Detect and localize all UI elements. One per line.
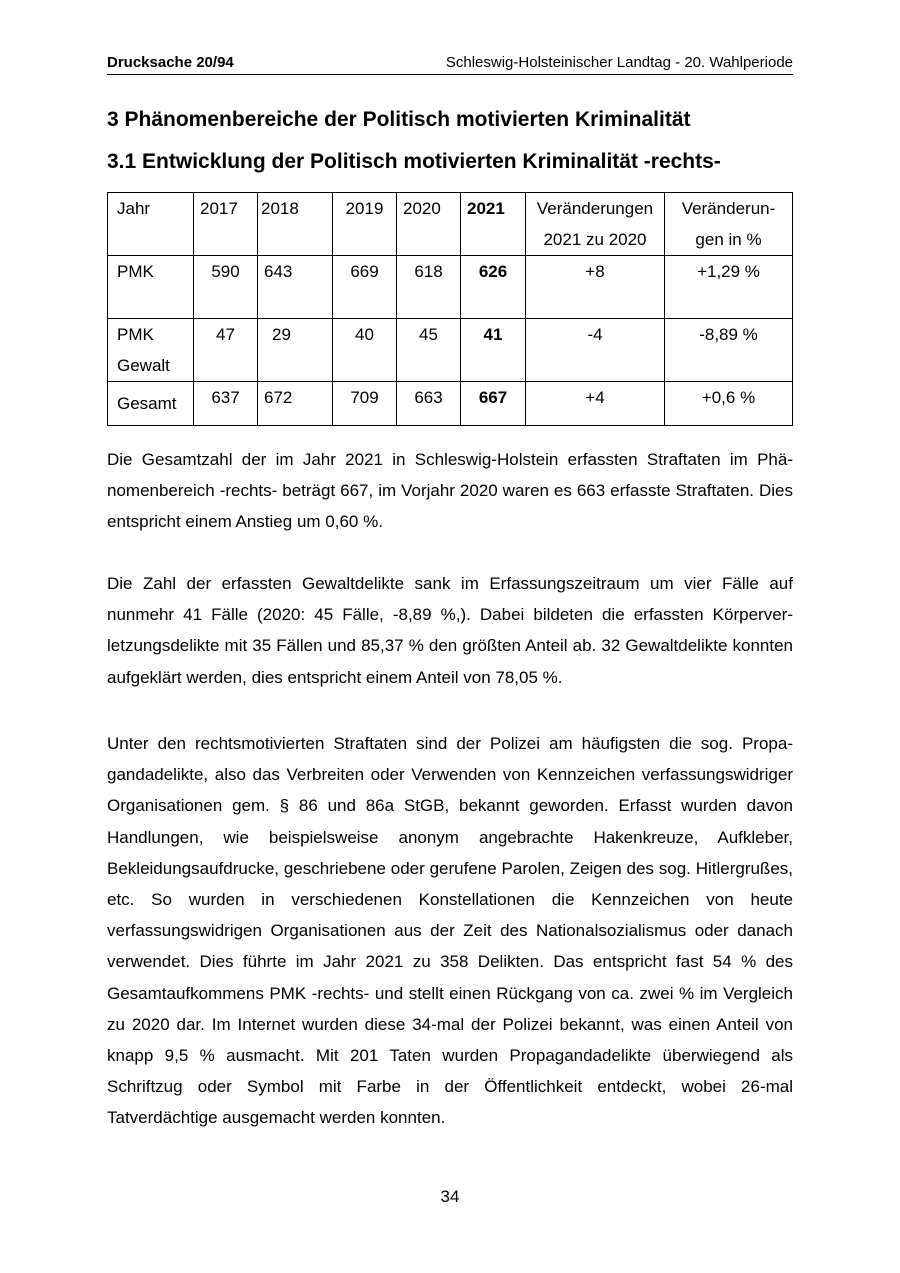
header-line: Veränderun- xyxy=(681,199,776,218)
table-cell: 40 xyxy=(333,319,397,382)
row-label-line: Gewalt xyxy=(117,356,170,375)
table-cell: -4 xyxy=(526,319,665,382)
page-header xyxy=(107,52,793,75)
table-cell: 47 xyxy=(194,319,258,382)
table-cell: 590 xyxy=(194,256,258,319)
header-cell xyxy=(526,193,665,256)
header-cell: 2017 xyxy=(194,193,258,256)
table-header-row xyxy=(108,193,793,256)
header-line: Veränderungen xyxy=(536,199,654,218)
row-label-line: PMK xyxy=(117,325,154,344)
row-label xyxy=(108,319,194,382)
table-cell: 669 xyxy=(333,256,397,319)
table-cell: 618 xyxy=(397,256,461,319)
table-cell: 29 xyxy=(258,319,333,382)
table-row xyxy=(108,319,793,382)
document-number: Drucksache 20/94 xyxy=(107,54,234,71)
header-line: 2021 zu 2020 xyxy=(543,230,647,249)
table-row xyxy=(108,256,793,319)
table-cell: 626 xyxy=(461,256,526,319)
paragraph-propaganda: Unter den rechtsmotivierten Straftaten sind der Polizei am häufigsten die sog. Propagandadelikte, also das Verbreiten oder Verwenden von Kennzeichen verfassungswidriger Organisationen gem. § 86 und 86a StGB, bekannt geworden. Erfasst wurden davon Handlungen, wie beispielsweise anonym angebrachte Hakenkreuze, Aufkleber, Bekleidungsaufdrucke, geschriebene oder gerufene Parolen, Zeigen des sog. Hitlergrußes, etc. So wurden in verschiedenen Konstellationen die Kennzeichen von heute verfassungswidrigen Organisationen aus der Zeit des Nationalsozialismus oder danach verwendet. Dies führte im Jahr 2021 zu 358 Delikten. Das entspricht fast 54 % des Gesamtaufkommens PMK -rechts- und stellt einen Rückgang von ca. zwei % im Vergleich zu 2020 dar. Im Internet wurden diese 34-mal der Polizei bekannt, was einen Anteil von knapp 9,5 % ausmacht. Mit 201 Taten wurden Propagandadelikte überwiegend als Schriftzug oder Symbol mit Farbe in der Öffentlichkeit entdeckt, wobei 26-mal Tatverdächtige ausgemacht werden konnten. xyxy=(107,734,793,1128)
table-cell: 637 xyxy=(194,382,258,426)
table-cell: 45 xyxy=(397,319,461,382)
table-cell: 41 xyxy=(461,319,526,382)
table-cell: 709 xyxy=(333,382,397,426)
section-heading: 3 Phänomenbereiche der Politisch motivierten Kriminalität xyxy=(107,108,691,131)
row-label: PMK xyxy=(108,256,194,319)
header-cell xyxy=(665,193,793,256)
table-cell: +8 xyxy=(526,256,665,319)
statistics-table xyxy=(107,192,793,426)
row-label: Gesamt xyxy=(108,382,194,426)
table-cell: +0,6 % xyxy=(665,382,793,426)
table-cell: +4 xyxy=(526,382,665,426)
page-number: 34 xyxy=(440,1187,460,1206)
table-cell: 643 xyxy=(258,256,333,319)
header-cell: 2018 xyxy=(258,193,333,256)
table-cell: 672 xyxy=(258,382,333,426)
paragraph-overview: Die Gesamtzahl der im Jahr 2021 in Schleswig-Holstein erfassten Straftaten im Phänomenbereich -rechts- beträgt 667, im Vorjahr 2020 waren es 663 erfasste Straftaten. Dies entspricht einem Anstieg um 0,60 %. xyxy=(107,450,793,532)
subsection-heading: 3.1 Entwicklung der Politisch motivierten Kriminalität -rechts- xyxy=(107,150,721,173)
parliament-title: Schleswig-Holsteinischer Landtag - 20. Wahlperiode xyxy=(445,54,793,71)
header-line: gen in % xyxy=(695,230,762,249)
header-cell: 2021 xyxy=(461,193,526,256)
table-cell: 667 xyxy=(461,382,526,426)
paragraph-violence: Die Zahl der erfassten Gewaltdelikte sank im Erfassungszeitraum um vier Fälle auf nunmehr 41 Fälle (2020: 45 Fälle, -8,89 %,). Dabei bildeten die erfassten Körperverletzungsdelikte mit 35 Fällen und 85,37 % den größten Anteil ab. 32 Gewaltdelikte konnten aufgeklärt werden, dies entspricht einem Anteil von 78,05 %. xyxy=(107,574,793,687)
table-cell: +1,29 % xyxy=(665,256,793,319)
table-cell: 663 xyxy=(397,382,461,426)
header-cell: Jahr xyxy=(108,193,194,256)
table-row xyxy=(108,382,793,426)
table-cell: -8,89 % xyxy=(665,319,793,382)
header-cell: 2019 xyxy=(333,193,397,256)
header-cell: 2020 xyxy=(397,193,461,256)
